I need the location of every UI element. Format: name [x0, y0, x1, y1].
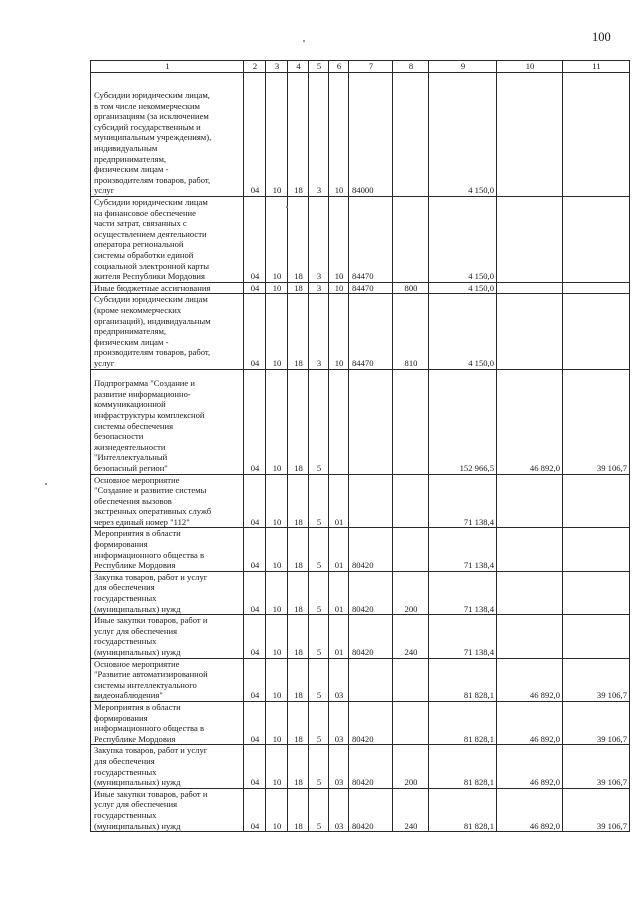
code-cell: 3 — [309, 282, 329, 294]
code-cell: 04 — [244, 73, 266, 197]
amount-cell — [563, 73, 630, 197]
amount-cell — [497, 615, 563, 658]
code-cell: 18 — [288, 701, 309, 744]
code-cell: 04 — [244, 294, 266, 369]
code-cell: 04 — [244, 197, 266, 283]
code-cell: 01 — [329, 528, 349, 571]
amount-cell: 46 892,0 — [497, 701, 563, 744]
amount-cell: 39 106,7 — [563, 701, 630, 744]
code-cell: 04 — [244, 658, 266, 701]
code-cell: 18 — [288, 658, 309, 701]
code-cell: 5 — [309, 745, 329, 788]
amount-cell: 71 138,4 — [429, 528, 497, 571]
code-cell: 18 — [288, 73, 309, 197]
table-row — [91, 197, 630, 283]
code-cell: 240 — [393, 615, 429, 658]
amount-cell: 71 138,4 — [429, 571, 497, 614]
code-cell: 3 — [309, 197, 329, 283]
code-cell: 04 — [244, 615, 266, 658]
code-cell: 800 — [393, 282, 429, 294]
table-row — [91, 369, 630, 474]
code-cell: 80420 — [349, 615, 393, 658]
code-cell: 80420 — [349, 528, 393, 571]
row-name-cell: Субсидии юридическим лицам на финансовое обеспечение части затрат, связанных с осуществлением деятельности оператора региональной системы обработки единой социальной электронной карты жителя Республики Мордовия — [91, 197, 244, 283]
amount-cell — [497, 282, 563, 294]
amount-cell — [497, 197, 563, 283]
code-cell: 18 — [288, 294, 309, 369]
code-cell: 18 — [288, 528, 309, 571]
amount-cell: 4 150,0 — [429, 197, 497, 283]
column-header: 7 — [349, 61, 393, 73]
row-name-cell: Основное мероприятие "Создание и развитие системы обеспечения вызовов экстренных оперативных служб через единый номер "112" — [91, 474, 244, 528]
code-cell: 84470 — [349, 294, 393, 369]
code-cell: 200 — [393, 571, 429, 614]
code-cell — [393, 528, 429, 571]
code-cell: 10 — [329, 73, 349, 197]
code-cell: 5 — [309, 528, 329, 571]
code-cell: 80420 — [349, 701, 393, 744]
amount-cell — [497, 474, 563, 528]
table-row — [91, 571, 630, 614]
budget-table — [90, 60, 630, 832]
code-cell: 5 — [309, 701, 329, 744]
scan-speck — [286, 206, 288, 208]
code-cell: 10 — [329, 197, 349, 283]
code-cell: 04 — [244, 474, 266, 528]
code-cell — [393, 701, 429, 744]
amount-cell: 46 892,0 — [497, 658, 563, 701]
amount-cell: 71 138,4 — [429, 615, 497, 658]
amount-cell: 39 106,7 — [563, 788, 630, 831]
code-cell: 10 — [266, 745, 288, 788]
code-cell: 10 — [266, 197, 288, 283]
amount-cell — [563, 197, 630, 283]
amount-cell — [563, 528, 630, 571]
code-cell: 5 — [309, 615, 329, 658]
code-cell: 5 — [309, 571, 329, 614]
amount-cell: 46 892,0 — [497, 788, 563, 831]
code-cell: 18 — [288, 788, 309, 831]
code-cell — [349, 369, 393, 474]
code-cell: 80420 — [349, 745, 393, 788]
code-cell — [393, 369, 429, 474]
code-cell: 84470 — [349, 197, 393, 283]
code-cell: 04 — [244, 528, 266, 571]
table-row — [91, 294, 630, 369]
code-cell: 10 — [266, 615, 288, 658]
table-row — [91, 745, 630, 788]
amount-cell: 39 106,7 — [563, 745, 630, 788]
code-cell — [349, 474, 393, 528]
code-cell: 10 — [266, 73, 288, 197]
scan-speck — [303, 40, 305, 42]
code-cell: 04 — [244, 701, 266, 744]
amount-cell: 46 892,0 — [497, 369, 563, 474]
code-cell: 10 — [266, 528, 288, 571]
code-cell: 04 — [244, 571, 266, 614]
code-cell: 10 — [329, 294, 349, 369]
amount-cell: 81 828,1 — [429, 745, 497, 788]
code-cell: 10 — [329, 282, 349, 294]
column-header: 8 — [393, 61, 429, 73]
table-row — [91, 615, 630, 658]
amount-cell: 71 138,4 — [429, 474, 497, 528]
column-header: 3 — [266, 61, 288, 73]
table-row — [91, 73, 630, 197]
code-cell — [393, 658, 429, 701]
amount-cell: 4 150,0 — [429, 294, 497, 369]
code-cell: 10 — [266, 369, 288, 474]
code-cell: 01 — [329, 615, 349, 658]
code-cell: 84000 — [349, 73, 393, 197]
scan-speck — [45, 483, 47, 485]
page-number: 100 — [592, 30, 611, 44]
amount-cell: 46 892,0 — [497, 745, 563, 788]
row-name-cell: Иные закупки товаров, работ и услуг для обеспечения государственных (муниципальных) нужд — [91, 615, 244, 658]
code-cell: 18 — [288, 474, 309, 528]
code-cell: 3 — [309, 73, 329, 197]
code-cell — [329, 369, 349, 474]
amount-cell: 81 828,1 — [429, 701, 497, 744]
table-header-row — [91, 61, 630, 73]
code-cell: 810 — [393, 294, 429, 369]
amount-cell — [563, 474, 630, 528]
row-name-cell: Субсидии юридическим лицам (кроме некоммерческих организаций), индивидуальным предпринимателям, физическим лицам - производителям товаров, работ, услуг — [91, 294, 244, 369]
code-cell: 18 — [288, 615, 309, 658]
amount-cell — [563, 282, 630, 294]
row-name-cell: Иные бюджетные ассигнования — [91, 282, 244, 294]
code-cell: 04 — [244, 788, 266, 831]
code-cell — [393, 474, 429, 528]
column-header: 9 — [429, 61, 497, 73]
column-header: 11 — [563, 61, 630, 73]
column-header: 4 — [288, 61, 309, 73]
amount-cell — [563, 615, 630, 658]
code-cell: 04 — [244, 745, 266, 788]
code-cell: 18 — [288, 745, 309, 788]
table-row — [91, 658, 630, 701]
code-cell: 18 — [288, 369, 309, 474]
code-cell — [393, 73, 429, 197]
table-row — [91, 788, 630, 831]
code-cell: 04 — [244, 282, 266, 294]
code-cell: 80420 — [349, 788, 393, 831]
code-cell: 84470 — [349, 282, 393, 294]
code-cell: 10 — [266, 658, 288, 701]
column-header: 1 — [91, 61, 244, 73]
code-cell — [349, 658, 393, 701]
row-name-cell: Мероприятия в области формирования информационного общества в Республике Мордовия — [91, 528, 244, 571]
code-cell: 03 — [329, 788, 349, 831]
amount-cell — [563, 294, 630, 369]
code-cell: 18 — [288, 197, 309, 283]
code-cell: 5 — [309, 369, 329, 474]
row-name-cell: Подпрограмма "Создание и развитие информационно- коммуникационной инфраструктуры комплексной системы обеспечения безопасности жизнедеятельности "Интеллектуальный безопасный регион" — [91, 369, 244, 474]
row-name-cell: Субсидии юридическим лицам, в том числе некоммерческим организациям (за исключением субсидий государственным и муниципальным учреждениям), индивидуальным предпринимателям, физическим лицам - производителям товаров, работ, услуг — [91, 73, 244, 197]
table-row — [91, 282, 630, 294]
column-header: 10 — [497, 61, 563, 73]
code-cell: 03 — [329, 745, 349, 788]
code-cell: 10 — [266, 294, 288, 369]
code-cell: 10 — [266, 701, 288, 744]
code-cell: 04 — [244, 369, 266, 474]
code-cell: 10 — [266, 788, 288, 831]
table-row — [91, 474, 630, 528]
row-name-cell: Основное мероприятие "Развитие автоматизированной системы интеллектуального видеонаблюдения" — [91, 658, 244, 701]
code-cell: 03 — [329, 658, 349, 701]
code-cell: 10 — [266, 282, 288, 294]
column-header: 6 — [329, 61, 349, 73]
amount-cell: 4 150,0 — [429, 282, 497, 294]
amount-cell — [497, 528, 563, 571]
code-cell: 01 — [329, 571, 349, 614]
code-cell: 200 — [393, 745, 429, 788]
code-cell: 240 — [393, 788, 429, 831]
code-cell: 10 — [266, 571, 288, 614]
row-name-cell: Закупка товаров, работ и услуг для обеспечения государственных (муниципальных) нужд — [91, 571, 244, 614]
amount-cell: 81 828,1 — [429, 788, 497, 831]
amount-cell: 81 828,1 — [429, 658, 497, 701]
code-cell: 10 — [266, 474, 288, 528]
amount-cell — [497, 73, 563, 197]
code-cell: 3 — [309, 294, 329, 369]
table-row — [91, 701, 630, 744]
amount-cell: 4 150,0 — [429, 73, 497, 197]
amount-cell — [563, 571, 630, 614]
code-cell: 5 — [309, 658, 329, 701]
column-header: 5 — [309, 61, 329, 73]
amount-cell — [497, 571, 563, 614]
amount-cell: 152 966,5 — [429, 369, 497, 474]
column-header: 2 — [244, 61, 266, 73]
code-cell: 18 — [288, 571, 309, 614]
row-name-cell: Иные закупки товаров, работ и услуг для обеспечения государственных (муниципальных) нужд — [91, 788, 244, 831]
amount-cell — [497, 294, 563, 369]
code-cell: 03 — [329, 701, 349, 744]
row-name-cell: Мероприятия в области формирования информационного общества в Республике Мордовия — [91, 701, 244, 744]
code-cell: 18 — [288, 282, 309, 294]
code-cell: 5 — [309, 474, 329, 528]
code-cell: 01 — [329, 474, 349, 528]
row-name-cell: Закупка товаров, работ и услуг для обеспечения государственных (муниципальных) нужд — [91, 745, 244, 788]
code-cell: 5 — [309, 788, 329, 831]
code-cell: 80420 — [349, 571, 393, 614]
amount-cell: 39 106,7 — [563, 658, 630, 701]
code-cell — [393, 197, 429, 283]
amount-cell: 39 106,7 — [563, 369, 630, 474]
table-row — [91, 528, 630, 571]
